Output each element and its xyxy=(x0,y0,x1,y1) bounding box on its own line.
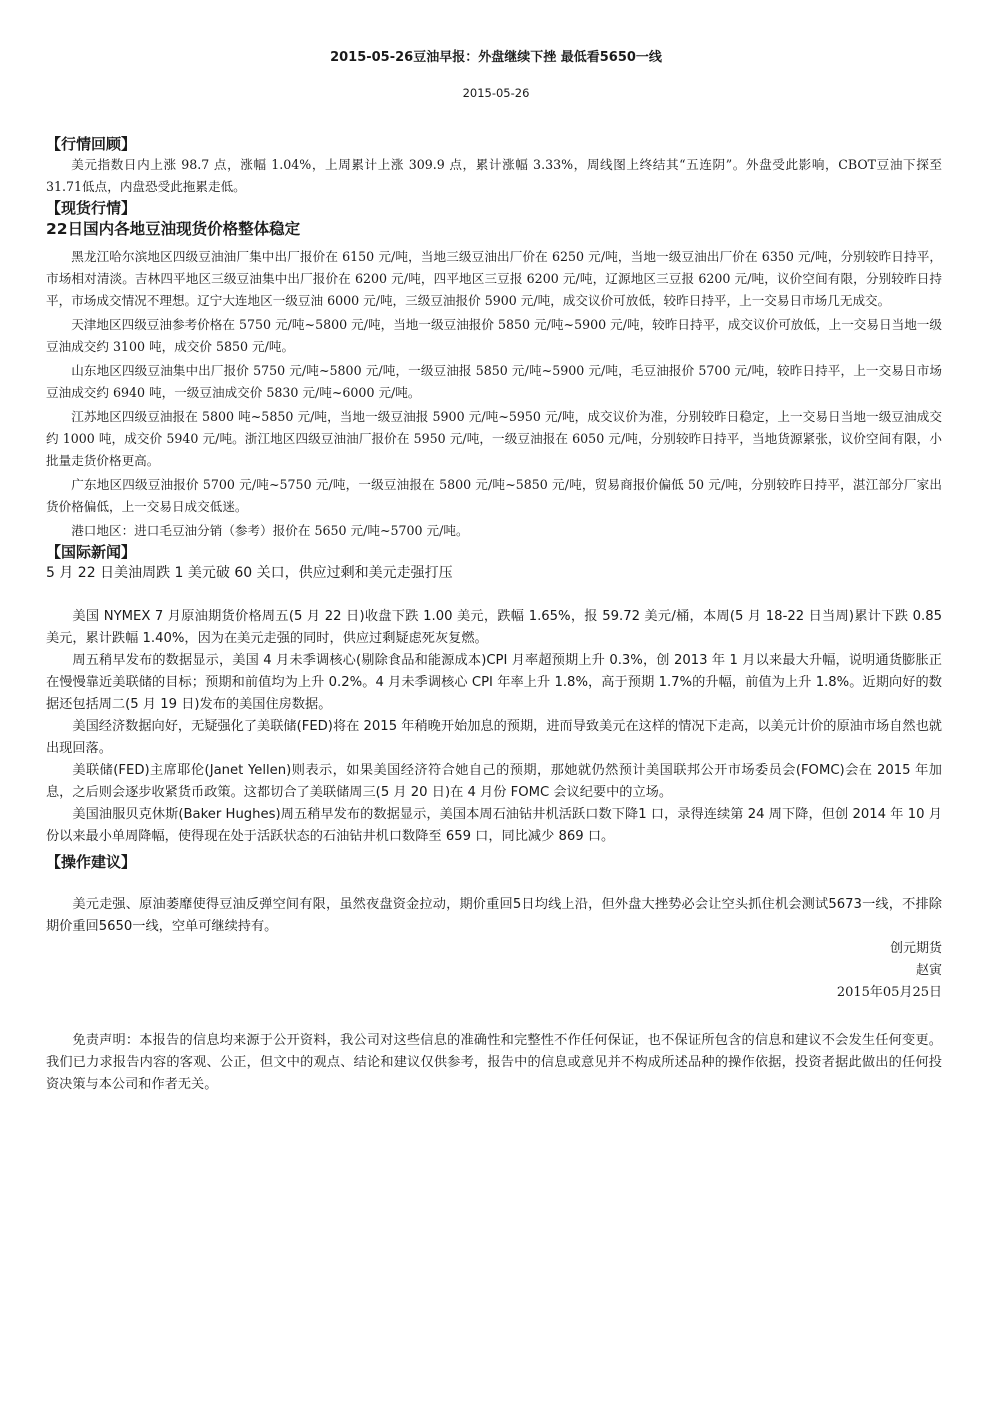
advice-paragraph: 美元走强、原油萎靡使得豆油反弹空间有限，虽然夜盘资金拉动，期价重回5日均线上沿，但外盘大挫势必会让空头抓住机会测试5673一线，不排除期价重回5650一线，空单可继续持有。 xyxy=(46,897,942,934)
section-header-advice: 【操作建议】 xyxy=(46,853,137,871)
document-body xyxy=(46,134,942,1096)
intl-paragraph: 美国 NYMEX 7 月原油期货价格周五(5 月 22 日)收盘下跌 1.00 美元，跌幅 1.65%，报 59.72 美元/桶，本周(5 月 18-22 日当周)累计下跌 0.85 美元，累计跌幅 1.40%，因为在美元走强的同时，供应过剩疑虑死灰复燃。 xyxy=(46,609,942,646)
spot-paragraph: 广东地区四级豆油报价 5700 元/吨~5750 元/吨，一级豆油报在 5800 元/吨~5850 元/吨，贸易商报价偏低 50 元/吨，分别较昨日持平，湛江部分厂家出货价格偏低，上一交易日成交低迷。 xyxy=(46,477,942,514)
spot-paragraph: 山东地区四级豆油集中出厂报价 5750 元/吨~5800 元/吨，一级豆油报 5850 元/吨~5900 元/吨，毛豆油报价 5700 元/吨，较昨日持平，上一交易日市场豆油成交约 6940 吨，一级豆油成交价 5830 元/吨~6000 元/吨。 xyxy=(46,363,942,400)
spot-paragraph: 港口地区：进口毛豆油分销（参考）报价在 5650 元/吨~5700 元/吨。 xyxy=(71,523,469,538)
document-title: 2015-05-26豆油早报：外盘继续下挫 最低看5650一线 xyxy=(330,50,662,65)
intl-headline: 5 月 22 日美油周跌 1 美元破 60 关口，供应过剩和美元走强打压 xyxy=(46,565,453,581)
spot-paragraph: 江苏地区四级豆油报在 5800 吨~5850 元/吨，当地一级豆油报 5900 元/吨~5950 元/吨，成交议价为准，分别较昨日稳定，上一交易日当地一级豆油成交约 1000 吨，成交价 5940 元/吨。浙江地区四级豆油油厂报价在 5950 元/吨，一级豆油报在 6050 元/吨，分别较昨日持平，当地货源紧张，议价空间有限，小批量走货价格更高。 xyxy=(46,409,942,468)
review-paragraph: 美元指数日内上涨 98.7 点，涨幅 1.04%，上周累计上涨 309.9 点，累计涨幅 3.33%，周线图上终结其“五连阴”。外盘受此影响，CBOT豆油下探至31.71低点，内盘恐受此拖累走低。 xyxy=(46,157,942,194)
disclaimer-paragraph: 免责声明：本报告的信息均来源于公开资料，我公司对这些信息的准确性和完整性不作任何保证，也不保证所包含的信息和建议不会发生任何变更。我们已力求报告内容的客观、公正，但文中的观点、结论和建议仅供参考，报告中的信息或意见并不构成所述品种的操作依据，投资者据此做出的任何投资决策与本公司和作者无关。 xyxy=(46,1033,942,1092)
signature-author: 赵寅 xyxy=(915,963,942,978)
section-header-review: 【行情回顾】 xyxy=(46,135,137,153)
intl-paragraph: 美国经济数据向好，无疑强化了美联储(FED)将在 2015 年稍晚开始加息的预期，进而导致美元在这样的情况下走高，以美元计价的原油市场自然也就出现回落。 xyxy=(46,719,942,756)
spot-paragraph: 黑龙江哈尔滨地区四级豆油油厂集中出厂报价在 6150 元/吨，当地三级豆油出厂价在 6250 元/吨，当地一级豆油出厂价在 6350 元/吨，分别较昨日持平，市场相对清淡。吉林四平地区三级豆油集中出厂报价在 6200 元/吨，四平地区三豆报 6200 元/吨，辽源地区三豆报 6200 元/吨，议价空间有限，分别较昨日持平，市场成交情况不理想。辽宁大连地区一级豆油 6000 元/吨，三级豆油报价 5900 元/吨，成交议价可放低，较昨日持平，上一交易日市场几无成交。 xyxy=(46,249,942,308)
intl-paragraph: 周五稍早发布的数据显示，美国 4 月未季调核心(剔除食品和能源成本)CPI 月率超预期上升 0.3%，创 2013 年 1 月以来最大升幅，说明通货膨胀正在慢慢靠近美联储的目标；预期和前值均为上升 0.2%。4 月未季调核心 CPI 年率上升 1.8%，高于预期 1.7%的升幅，前值为上升 1.8%。近期向好的数据还包括周二(5 月 19 日)发布的美国住房数据。 xyxy=(46,653,942,712)
spot-paragraph: 天津地区四级豆油参考价格在 5750 元/吨~5800 元/吨，当地一级豆油报价 5850 元/吨~5900 元/吨，较昨日持平，成交议价可放低，上一交易日当地一级豆油成交约 3100 吨，成交价 5850 元/吨。 xyxy=(46,317,942,354)
spot-subheading: 22日国内各地豆油现货价格整体稳定 xyxy=(46,220,301,238)
document-date: 2015-05-26 xyxy=(462,86,530,100)
section-header-spot: 【现货行情】 xyxy=(46,199,137,217)
intl-paragraph: 美联储(FED)主席耶伦(Janet Yellen)则表示，如果美国经济符合她自己的预期，那她就仍然预计美国联邦公开市场委员会(FOMC)会在 2015 年加息，之后则会逐步收紧货币政策。这都切合了美联储周三(5 月 20 日)在 4 月份 FOMC 会议纪要中的立场。 xyxy=(46,763,942,800)
signature-company: 创元期货 xyxy=(889,941,942,956)
section-header-intl: 【国际新闻】 xyxy=(46,543,137,561)
signature-date: 2015年05月25日 xyxy=(836,985,942,1000)
intl-paragraph: 美国油服贝克休斯(Baker Hughes)周五稍早发布的数据显示，美国本周石油钻井机活跃口数下降1 口，录得连续第 24 周下降，但创 2014 年 10 月份以来最小单周降幅，使得现在处于活跃状态的石油钻井机口数降至 659 口，同比减少 869 口。 xyxy=(46,807,942,844)
